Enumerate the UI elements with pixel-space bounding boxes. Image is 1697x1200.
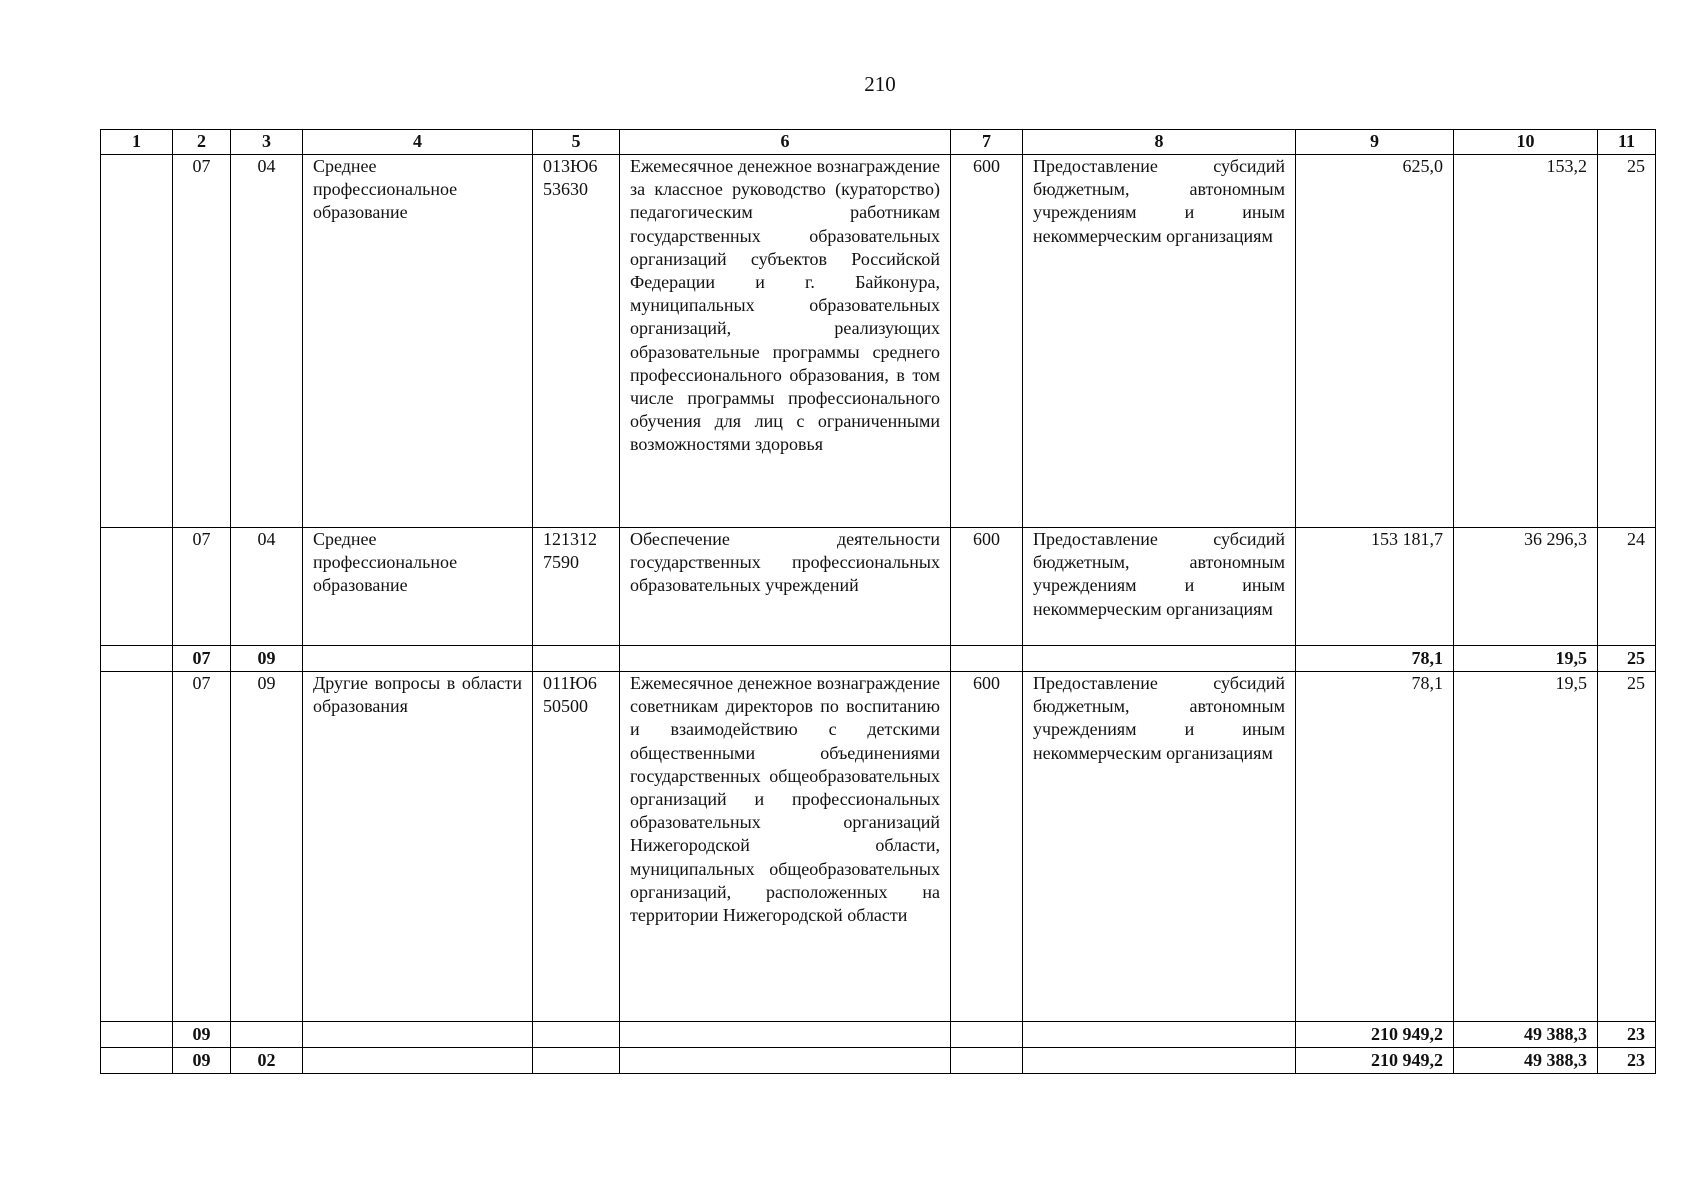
target-article-cell — [533, 646, 620, 672]
expense-type-cell: 600 — [951, 528, 1023, 646]
subsection-code-cell: 02 — [231, 1048, 303, 1074]
subsection-code-cell: 09 — [231, 672, 303, 1022]
target-article-cell — [533, 1022, 620, 1048]
percent-cell: 25 — [1598, 155, 1656, 528]
percent-cell: 25 — [1598, 672, 1656, 1022]
target-article-name-cell: Обеспечение деятельности государственных профессиональных образовательных учреждений — [620, 528, 951, 646]
page-number: 210 — [864, 72, 896, 96]
expense-type-cell — [951, 1022, 1023, 1048]
table-cell — [101, 646, 173, 672]
target-article-cell: 013Ю6 53630 — [533, 155, 620, 528]
amount-cell: 78,1 — [1296, 646, 1454, 672]
amount-cell: 210 949,2 — [1296, 1048, 1454, 1074]
column-header: 4 — [303, 130, 533, 155]
section-code-cell: 07 — [173, 646, 231, 672]
expense-type-name-cell — [1023, 646, 1296, 672]
table-row — [101, 646, 1656, 672]
table-header-row — [101, 130, 1656, 155]
table-cell — [101, 528, 173, 646]
column-header: 3 — [231, 130, 303, 155]
table-cell — [101, 1022, 173, 1048]
table-cell — [101, 1048, 173, 1074]
section-code-cell: 07 — [173, 528, 231, 646]
expense-type-cell — [951, 646, 1023, 672]
amount-cell: 153,2 — [1454, 155, 1598, 528]
subsection-code-cell: 09 — [231, 646, 303, 672]
table-row — [101, 155, 1656, 528]
amount-cell: 36 296,3 — [1454, 528, 1598, 646]
target-article-cell — [533, 1048, 620, 1074]
target-article-name-cell — [620, 646, 951, 672]
section-code-cell: 07 — [173, 672, 231, 1022]
section-code-cell: 09 — [173, 1022, 231, 1048]
table-row — [101, 1048, 1656, 1074]
percent-cell: 23 — [1598, 1022, 1656, 1048]
table-row — [101, 528, 1656, 646]
amount-cell: 210 949,2 — [1296, 1022, 1454, 1048]
target-article-name-cell — [620, 1048, 951, 1074]
subsection-code-cell — [231, 1022, 303, 1048]
percent-cell: 24 — [1598, 528, 1656, 646]
section-name-cell: Другие вопросы в области образования — [303, 672, 533, 1022]
amount-cell: 49 388,3 — [1454, 1022, 1598, 1048]
target-article-name-cell: Ежемесячное денежное вознаграждение за классное руководство (кураторство) педагогическим работникам государственных образовательных организаций субъектов Российской Федерации и г. Байконура, муниципальных образовательных организаций, реализующих образовательные программы среднего профессионального образования, в том числе программы профессионального обучения для лиц с ограниченными возможностями здоровья — [620, 155, 951, 528]
subsection-code-cell: 04 — [231, 155, 303, 528]
amount-cell: 19,5 — [1454, 646, 1598, 672]
amount-cell: 78,1 — [1296, 672, 1454, 1022]
section-name-cell — [303, 1048, 533, 1074]
amount-cell: 49 388,3 — [1454, 1048, 1598, 1074]
column-header: 5 — [533, 130, 620, 155]
percent-cell: 25 — [1598, 646, 1656, 672]
section-name-cell — [303, 646, 533, 672]
expense-type-cell — [951, 1048, 1023, 1074]
subsection-code-cell: 04 — [231, 528, 303, 646]
table-row — [101, 672, 1656, 1022]
section-code-cell: 07 — [173, 155, 231, 528]
target-article-name-cell: Ежемесячное денежное вознаграждение советникам директоров по воспитанию и взаимодействию с детскими общественными объединениями государственных общеобразовательных организаций и профессиональных образовательных организаций Нижегородской области, муниципальных общеобразовательных организаций, расположенных на территории Нижегородской области — [620, 672, 951, 1022]
expense-type-name-cell — [1023, 1048, 1296, 1074]
section-name-cell — [303, 1022, 533, 1048]
percent-cell: 23 — [1598, 1048, 1656, 1074]
column-header: 8 — [1023, 130, 1296, 155]
column-header: 1 — [101, 130, 173, 155]
expense-type-name-cell — [1023, 1022, 1296, 1048]
amount-cell: 153 181,7 — [1296, 528, 1454, 646]
column-header: 9 — [1296, 130, 1454, 155]
target-article-cell: 011Ю6 50500 — [533, 672, 620, 1022]
column-header: 11 — [1598, 130, 1656, 155]
expense-type-name-cell: Предоставление субсидий бюджетным, автономным учреждениям и иным некоммерческим организациям — [1023, 155, 1296, 528]
column-header: 2 — [173, 130, 231, 155]
table-cell — [101, 672, 173, 1022]
table-cell — [101, 155, 173, 528]
section-name-cell: Среднее профессиональное образование — [303, 528, 533, 646]
column-header: 6 — [620, 130, 951, 155]
expense-type-name-cell: Предоставление субсидий бюджетным, автономным учреждениям и иным некоммерческим организациям — [1023, 528, 1296, 646]
budget-table — [100, 129, 1656, 1074]
column-header: 10 — [1454, 130, 1598, 155]
target-article-cell: 121312 7590 — [533, 528, 620, 646]
section-code-cell: 09 — [173, 1048, 231, 1074]
amount-cell: 19,5 — [1454, 672, 1598, 1022]
expense-type-cell: 600 — [951, 155, 1023, 528]
target-article-name-cell — [620, 1022, 951, 1048]
expense-type-name-cell: Предоставление субсидий бюджетным, автономным учреждениям и иным некоммерческим организациям — [1023, 672, 1296, 1022]
section-name-cell: Среднее профессиональное образование — [303, 155, 533, 528]
amount-cell: 625,0 — [1296, 155, 1454, 528]
expense-type-cell: 600 — [951, 672, 1023, 1022]
column-header: 7 — [951, 130, 1023, 155]
table-row — [101, 1022, 1656, 1048]
